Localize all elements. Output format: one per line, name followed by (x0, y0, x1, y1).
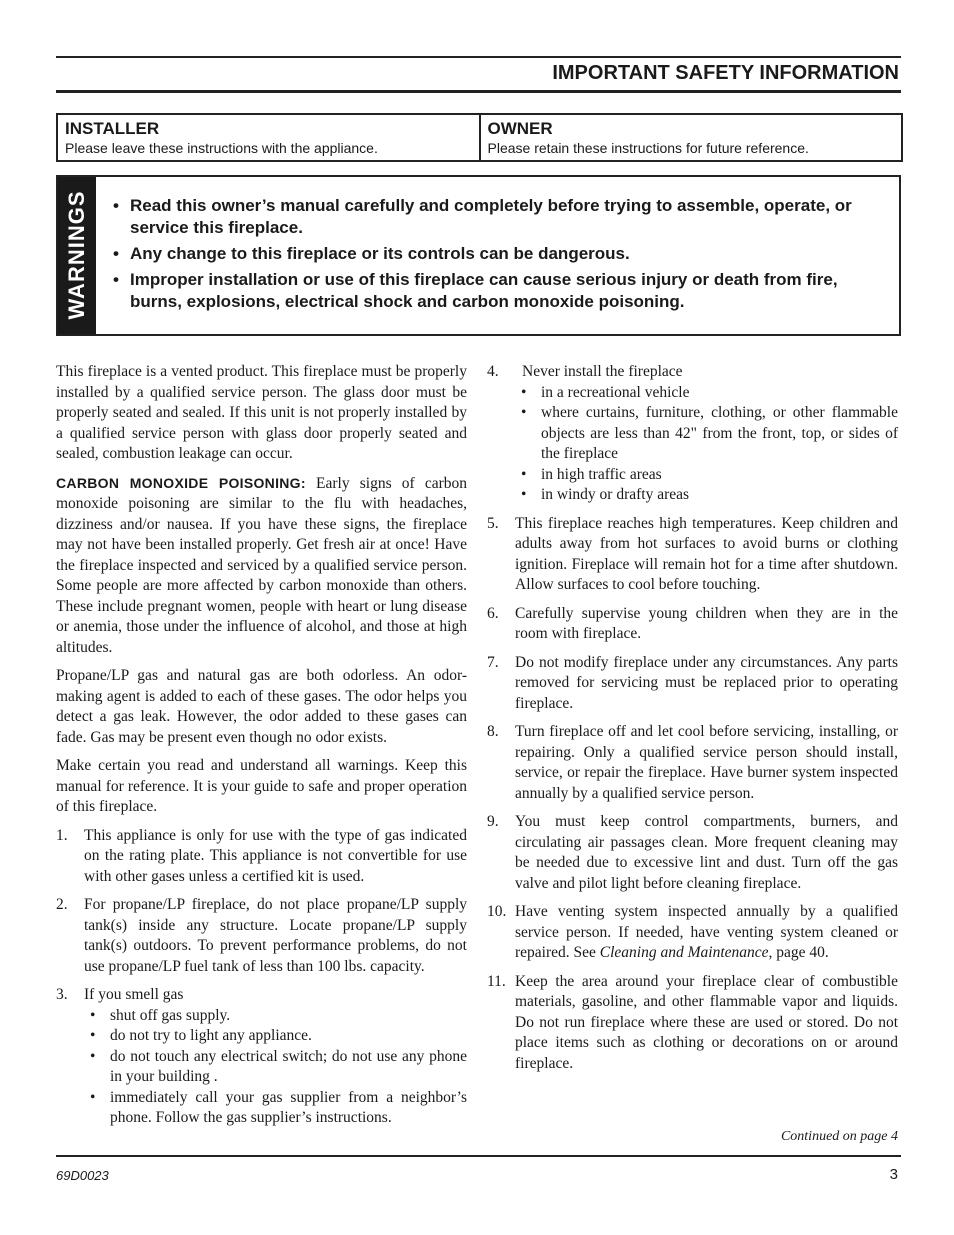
continued-note: Continued on page 4 (780, 1129, 898, 1144)
sub-item: • do not try to light any appliance. (84, 1026, 467, 1047)
list-item-11 (487, 972, 898, 1075)
sub-item: • do not touch any electrical switch; do not use any phone in your building . (84, 1047, 467, 1088)
list-item-4 (487, 362, 898, 506)
reference-title: Cleaning and Maintenance (599, 944, 769, 961)
co-lead: CARBON MONOXIDE POISONING: (56, 474, 306, 491)
document-code: 69D0023 (56, 1168, 109, 1183)
item-text: Never install the fireplace (522, 363, 683, 380)
odor-paragraph: Propane/LP gas and natural gas are both odorless. An odor-making agent is added to each of these gases. The odor helps you detect a gas leak. However, the odor added to these gases can fade. Gas may be present even though no odor exists. (56, 667, 467, 746)
sub-item: • where curtains, furniture, clothing, or other flammable objects are less than 42" from the front, top, or sides of the fireplace (515, 403, 898, 465)
warning-item: • Read this owner’s manual carefully and completely before trying to assemble, operate, or service this fireplace. (113, 195, 883, 239)
warnings-list (113, 195, 883, 317)
warnings-band (58, 177, 96, 334)
installer-cell (58, 115, 479, 160)
list-item-1 (56, 826, 467, 888)
list-item-2 (56, 895, 467, 977)
safety-list-left (56, 826, 467, 1129)
list-item-9 (487, 812, 898, 894)
bottom-rule (56, 1155, 901, 1157)
installer-text: Please leave these instructions with the appliance. (65, 140, 378, 156)
sub-item: • immediately call your gas supplier from a neighbor’s phone. Follow the gas supplier’s instructions. (84, 1088, 467, 1129)
page-number: 3 (889, 1166, 898, 1183)
owner-heading: OWNER (487, 119, 553, 138)
item-number: 10. (487, 903, 507, 920)
list-item-10 (487, 902, 898, 964)
warnings-label: WARNINGS (64, 190, 89, 320)
page-title: IMPORTANT SAFETY INFORMATION (552, 62, 899, 84)
item-number: 8. (487, 723, 499, 740)
item-text: This appliance is only for use with the type of gas indicated on the rating plate. This appliance is not convertible for use with other gases unless a certified kit is used. (84, 826, 467, 885)
sub-item: • shut off gas supply. (84, 1006, 467, 1027)
item-number: 3. (56, 986, 68, 1003)
installer-owner-box (56, 113, 903, 162)
right-column (487, 362, 898, 1082)
title-rule (56, 90, 901, 93)
item-text: Carefully supervise young children when they are in the room with fireplace. (515, 604, 898, 642)
warning-item: • Any change to this fireplace or its controls can be dangerous. (113, 243, 883, 265)
list-item-5 (487, 514, 898, 596)
sub-item: • in high traffic areas (515, 465, 898, 486)
item-text: You must keep control compartments, burners, and circulating air passages clean. More frequent cleaning may be needed due to excessive lint and dust. Turn off the gas valve and pilot light before cleaning fireplace. (515, 813, 898, 892)
item-text: If you smell gas (84, 986, 184, 1003)
item-text: Do not modify fireplace under any circumstances. Any parts removed for servicing must be replaced prior to operating fireplace. (515, 653, 898, 712)
install-sublist (515, 383, 898, 506)
item-number: 4. (487, 363, 499, 380)
list-item-8 (487, 722, 898, 804)
item-number: 7. (487, 653, 499, 671)
item-number: 1. (56, 826, 68, 844)
top-rule (56, 56, 901, 58)
list-item-3 (56, 985, 467, 1129)
item-text: For propane/LP fireplace, do not place propane/LP supply tank(s) inside any structure. Locate propane/LP supply tank(s) outdoors. To prevent performance problems, do not use propane/LP fuel tank of less than 100 lbs. capacity. (84, 896, 467, 975)
item-text: Keep the area around your fireplace clear of combustible materials, gasoline, and other flammable vapor and liquids. Do not run fireplace where these are used or stored. Do not place items such as clothing or decorations on or around fireplace. (515, 972, 898, 1072)
sub-item: • in windy or drafty areas (515, 485, 898, 506)
item-text-tail: , page 40. (768, 944, 829, 961)
warnings-box (56, 175, 901, 336)
warning-item: • Improper installation or use of this fireplace can cause serious injury or death from fire, burns, explosions, electrical shock and carbon monoxide poisoning. (113, 269, 883, 313)
make-certain-paragraph: Make certain you read and understand all warnings. Keep this manual for reference. It is your guide to safe and proper operation of this fireplace. (56, 757, 467, 815)
item-number: 9. (487, 813, 499, 830)
item-number: 6. (487, 604, 499, 622)
list-item-7 (487, 653, 898, 715)
owner-text: Please retain these instructions for future reference. (487, 140, 809, 156)
installer-heading: INSTALLER (65, 119, 160, 138)
item-text: Turn fireplace off and let cool before servicing, installing, or repairing. Only a qualified service person should install, service, or repair the fireplace. Have burner system inspected annually by a qualified service person. (515, 723, 898, 802)
item-number: 5. (487, 514, 499, 532)
item-text: Have venting system inspected annually by a qualified service person. If needed, have venting system cleaned or repaired. See (515, 903, 898, 961)
item-text: This fireplace reaches high temperatures. Keep children and adults away from hot surfaces to avoid burns or clothing ignition. Fireplace will remain hot for a time after shutdown. Allow surfaces to cool before touching. (515, 514, 898, 593)
item-number: 11. (487, 972, 506, 990)
sub-item: • in a recreational vehicle (515, 383, 898, 404)
left-column (56, 362, 467, 1137)
owner-cell (479, 115, 902, 160)
co-paragraph (56, 473, 467, 659)
intro-paragraph: This fireplace is a vented product. This fireplace must be properly installed by a qualified service person. The glass door must be properly seated and sealed. If this unit is not properly installed by a qualified service person with glass door properly seated and sealed, combustion leakage can occur. (56, 363, 467, 462)
co-text: Early signs of carbon monoxide poisoning are similar to the flu with headaches, dizziness and/or nausea. If you have these signs, the fireplace may not have been installed properly. Get fresh air at once! Have the fireplace inspected and serviced by a qualified service person. Some people are more affected by carbon monoxide than others. These include pregnant women, people with heart or lung disease or anemia, those under the influence of alcohol, and those at high altitudes. (56, 474, 467, 656)
list-item-6 (487, 604, 898, 645)
safety-list-right (487, 362, 898, 1074)
item-number: 2. (56, 896, 68, 913)
gas-smell-sublist (84, 1006, 467, 1129)
